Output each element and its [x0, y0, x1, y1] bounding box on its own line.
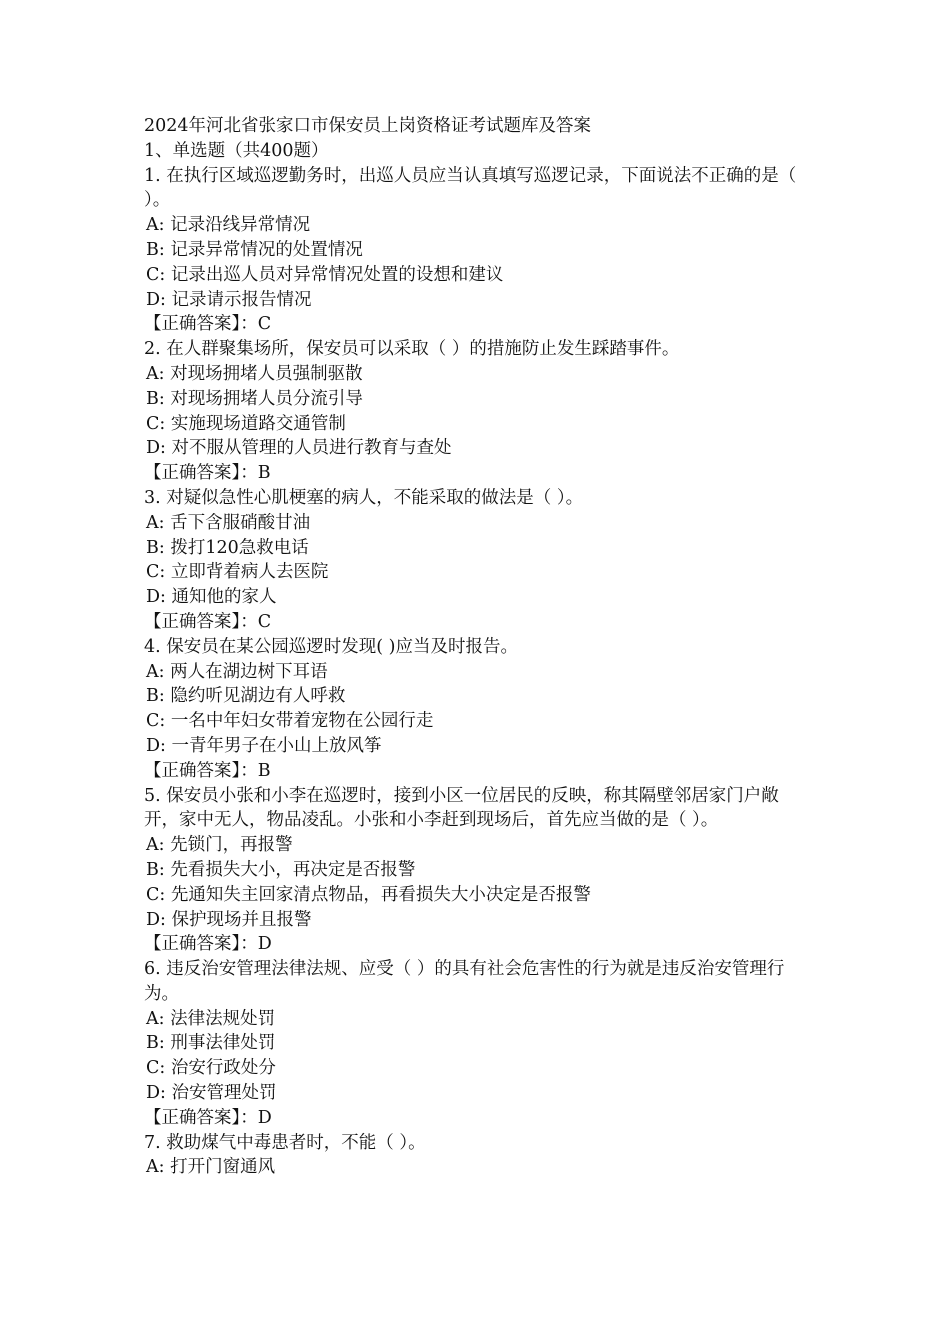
- answer-value: C: [257, 314, 272, 335]
- answer-value: D: [257, 934, 272, 955]
- question-text: 7. 救助煤气中毒患者时，不能（ ）。: [144, 1132, 426, 1153]
- answer-prefix: 【正确答案】：: [144, 463, 258, 484]
- answer-prefix: 【正确答案】：: [144, 314, 258, 335]
- option-a: A: 舌下含服硝酸甘油: [146, 512, 311, 533]
- question-text: 3. 对疑似急性心肌梗塞的病人，不能采取的做法是（ ）。: [144, 487, 584, 508]
- answer-prefix: 【正确答案】：: [144, 934, 258, 955]
- answer-line: [144, 312, 824, 337]
- question-text: 4. 保安员在某公园巡逻时发现( )应当及时报告。: [144, 636, 518, 657]
- option-c: C: 治安行政处分: [146, 1058, 276, 1079]
- question-block: [144, 486, 824, 635]
- answer-value: B: [257, 463, 271, 484]
- option-a: A: 先锁门，再报警: [146, 835, 293, 856]
- option-c: C: 记录出巡人员对异常情况处置的设想和建议: [146, 264, 504, 285]
- question-block: [144, 957, 824, 1131]
- option-b: B: 拨打120急救电话: [146, 537, 309, 558]
- option-b: B: 记录异常情况的处置情况: [146, 239, 363, 260]
- question-text: 5. 保安员小张和小李在巡逻时，接到小区一位居民的反映，称其隔壁邻居家门户敞开，家中无人，物品凌乱。小张和小李赶到现场后，首先应当做的是（ ）。: [144, 785, 779, 831]
- question-block: [144, 337, 824, 486]
- question-text: 1. 在执行区域巡逻勤务时，出巡人员应当认真填写巡逻记录，下面说法不正确的是（ ）。: [144, 165, 797, 211]
- option-a: A: 法律法规处罚: [146, 1008, 276, 1029]
- question-block: [144, 1131, 824, 1181]
- option-d: D: 保护现场并且报警: [146, 909, 312, 930]
- answer-line: [144, 461, 824, 486]
- question-block: [144, 635, 824, 784]
- answer-prefix: 【正确答案】：: [144, 611, 258, 632]
- option-d: D: 治安管理处罚: [146, 1083, 277, 1104]
- question-text: 6. 违反治安管理法律法规、应受（ ）的具有社会危害性的行为就是违反治安管理行为。: [144, 959, 785, 1004]
- question-text: 2. 在人群聚集场所，保安员可以采取（ ）的措施防止发生踩踏事件。: [144, 339, 680, 360]
- option-d: D: 记录请示报告情况: [146, 289, 312, 310]
- option-b: B: 先看损失大小，再决定是否报警: [146, 859, 416, 880]
- option-a: A: 两人在湖边树下耳语: [146, 661, 328, 682]
- option-c: C: 先通知失主回家清点物品，再看损失大小决定是否报警: [146, 884, 591, 905]
- section-heading: 1、单选题（共400题）: [144, 140, 329, 161]
- answer-value: D: [257, 1107, 272, 1128]
- question-block: [144, 164, 824, 338]
- option-a: A: 记录沿线异常情况: [146, 215, 311, 236]
- document-page: [144, 114, 824, 1180]
- answer-prefix: 【正确答案】：: [144, 1107, 258, 1128]
- answer-line: [144, 932, 824, 957]
- option-d: D: 对不服从管理的人员进行教育与查处: [146, 438, 452, 459]
- answer-value: B: [257, 760, 271, 781]
- option-b: B: 隐约听见湖边有人呼救: [146, 686, 346, 707]
- answer-line: [144, 610, 824, 635]
- option-c: C: 一名中年妇女带着宠物在公园行走: [146, 711, 434, 732]
- option-b: B: 刑事法律处罚: [146, 1033, 276, 1054]
- answer-line: [144, 759, 824, 784]
- answer-line: [144, 1106, 824, 1131]
- option-a: A: 打开门窗通风: [146, 1157, 276, 1178]
- document-title: 2024年河北省张家口市保安员上岗资格证考试题库及答案: [144, 116, 592, 136]
- option-c: C: 立即背着病人去医院: [146, 562, 329, 583]
- option-b: B: 对现场拥堵人员分流引导: [146, 388, 363, 409]
- option-d: D: 通知他的家人: [146, 587, 277, 608]
- option-d: D: 一青年男子在小山上放风筝: [146, 735, 382, 756]
- answer-prefix: 【正确答案】：: [144, 760, 258, 781]
- option-c: C: 实施现场道路交通管制: [146, 413, 346, 434]
- question-block: [144, 784, 824, 958]
- answer-value: C: [257, 611, 272, 632]
- option-a: A: 对现场拥堵人员强制驱散: [146, 363, 363, 384]
